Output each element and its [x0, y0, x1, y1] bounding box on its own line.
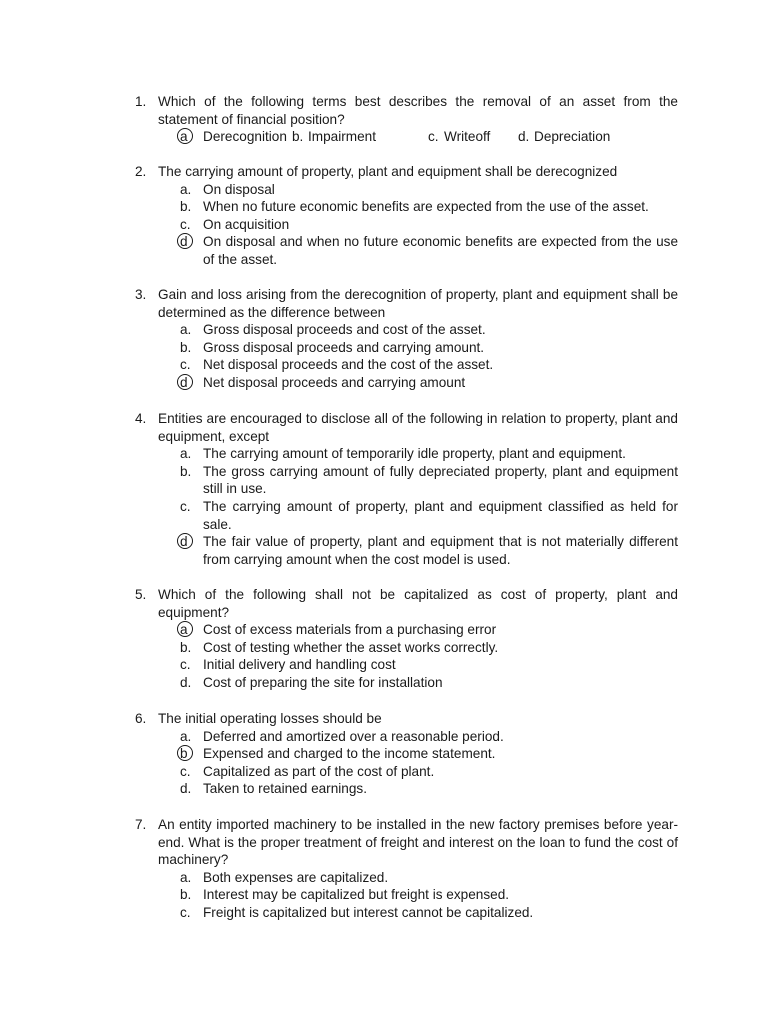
option-c	[180, 216, 678, 234]
option-text: Cost of preparing the site for installation	[203, 674, 443, 690]
option-text: Cost of excess materials from a purchasing error	[203, 622, 497, 638]
option-letter: d.	[180, 781, 192, 797]
question-text: Which of the following shall not be capitalized as cost of property, plant and equipment?	[158, 587, 678, 620]
option-text: Initial delivery and handling cost	[203, 657, 396, 673]
option-text: Net disposal proceeds and carrying amount	[203, 374, 466, 390]
option-text: Writeoff	[444, 129, 491, 145]
answer-circle-mark: a	[180, 621, 203, 639]
answer-circle-mark: d	[180, 533, 203, 568]
option-letter: a.	[180, 322, 192, 338]
option-letter: d.	[180, 674, 192, 690]
options-row	[180, 128, 678, 146]
option-a	[180, 869, 678, 887]
option-text: On disposal and when no future economic benefits are expected from the use of the asset.	[203, 234, 678, 267]
option-a	[180, 728, 678, 746]
option-letter: c.	[428, 129, 439, 145]
question-number: 7.	[135, 817, 147, 832]
option-text: The gross carrying amount of fully depreciated property, plant and equipment still in use.	[203, 463, 678, 497]
option-text: Impairment	[308, 129, 376, 145]
option-c	[180, 763, 678, 781]
option-b	[292, 128, 428, 146]
option-letter: c.	[180, 498, 191, 514]
option-text: The carrying amount of temporarily idle property, plant and equipment.	[203, 446, 626, 462]
option-text: Capitalized as part of the cost of plant.	[203, 763, 435, 779]
option-text: Derecognition	[203, 129, 287, 145]
option-b	[180, 639, 678, 657]
question-2	[135, 163, 678, 269]
option-text: Depreciation	[534, 129, 611, 145]
option-text: Gross disposal proceeds and carrying amount.	[203, 339, 485, 355]
options-list	[180, 445, 678, 568]
option-a	[180, 128, 292, 146]
answer-circle-mark: d	[180, 233, 203, 268]
option-text: On acquisition	[203, 216, 290, 232]
option-c	[180, 498, 678, 533]
option-c	[180, 656, 678, 674]
option-text: Freight is capitalized but interest cannot be capitalized.	[203, 904, 534, 920]
option-a	[180, 181, 678, 199]
options-list	[180, 728, 678, 798]
question-number: 3.	[135, 287, 147, 302]
options-list	[180, 321, 678, 391]
question-text: An entity imported machinery to be installed in the new factory premises before year-end. What is the proper treatment of freight and interest on the loan to fund the cost of machinery?	[158, 817, 678, 868]
option-text: When no future economic benefits are expected from the use of the asset.	[203, 199, 649, 215]
option-letter: c.	[180, 357, 191, 373]
option-letter: c.	[180, 763, 191, 779]
question-text: Entities are encouraged to disclose all of the following in relation to property, plant and equipment, except	[158, 411, 678, 444]
question-number: 2.	[135, 164, 147, 179]
option-letter: b.	[180, 639, 192, 655]
options-list	[180, 869, 678, 922]
option-d	[180, 533, 678, 568]
question-5	[135, 586, 678, 692]
option-a	[180, 321, 678, 339]
question-6	[135, 710, 678, 798]
option-text: The carrying amount of property, plant and equipment classified as held for sale.	[203, 498, 678, 532]
option-letter: a.	[180, 869, 192, 885]
option-letter: a.	[180, 446, 192, 462]
option-letter: b.	[180, 339, 192, 355]
option-a	[180, 445, 678, 463]
option-letter: a.	[180, 181, 192, 197]
question-text: Which of the following terms best describes the removal of an asset from the statement of financial position?	[158, 94, 678, 127]
question-number: 6.	[135, 711, 147, 726]
option-d	[180, 674, 678, 692]
question-text: Gain and loss arising from the derecognition of property, plant and equipment shall be determined as the difference between	[158, 287, 678, 320]
option-b	[180, 745, 678, 763]
options-list	[180, 181, 678, 269]
question-3	[135, 286, 678, 392]
option-text: Net disposal proceeds and the cost of the asset.	[203, 357, 494, 373]
question-number: 5.	[135, 587, 147, 602]
option-c	[180, 904, 678, 922]
option-b	[180, 886, 678, 904]
question-1	[135, 93, 678, 146]
option-letter: c.	[180, 657, 191, 673]
options-list	[180, 621, 678, 691]
option-d	[180, 374, 678, 392]
option-letter: b.	[292, 129, 304, 145]
option-letter: b.	[180, 887, 192, 903]
option-d	[518, 128, 610, 146]
option-text: Deferred and amortized over a reasonable period.	[203, 728, 504, 744]
option-letter: a.	[180, 728, 192, 744]
option-b	[180, 339, 678, 357]
answer-circle-mark: a	[180, 128, 203, 146]
option-text: The fair value of property, plant and equipment that is not materially different from carrying amount when the cost model is used.	[203, 534, 678, 567]
question-text: The initial operating losses should be	[158, 711, 382, 726]
option-letter: b.	[180, 463, 192, 479]
option-letter: b.	[180, 199, 192, 215]
option-b	[180, 198, 678, 216]
option-d	[180, 780, 678, 798]
option-text: Cost of testing whether the asset works correctly.	[203, 639, 499, 655]
option-text: Interest may be capitalized but freight is expensed.	[203, 887, 510, 903]
option-c	[180, 356, 678, 374]
option-letter: c.	[180, 904, 191, 920]
option-d	[180, 233, 678, 268]
answer-circle-mark: b	[180, 745, 203, 763]
option-letter: c.	[180, 216, 191, 232]
option-text: Gross disposal proceeds and cost of the asset.	[203, 322, 486, 338]
question-7	[135, 816, 678, 922]
question-text: The carrying amount of property, plant and equipment shall be derecognized	[158, 164, 618, 179]
option-text: Both expenses are capitalized.	[203, 869, 389, 885]
option-letter: d.	[518, 129, 530, 145]
option-text: Expensed and charged to the income statement.	[203, 746, 496, 762]
question-4	[135, 410, 678, 568]
question-number: 4.	[135, 411, 147, 426]
option-text: Taken to retained earnings.	[203, 781, 367, 797]
option-text: On disposal	[203, 181, 275, 197]
answer-circle-mark: d	[180, 374, 203, 392]
option-c	[428, 128, 518, 146]
option-b	[180, 463, 678, 498]
question-number: 1.	[135, 94, 147, 109]
option-a	[180, 621, 678, 639]
